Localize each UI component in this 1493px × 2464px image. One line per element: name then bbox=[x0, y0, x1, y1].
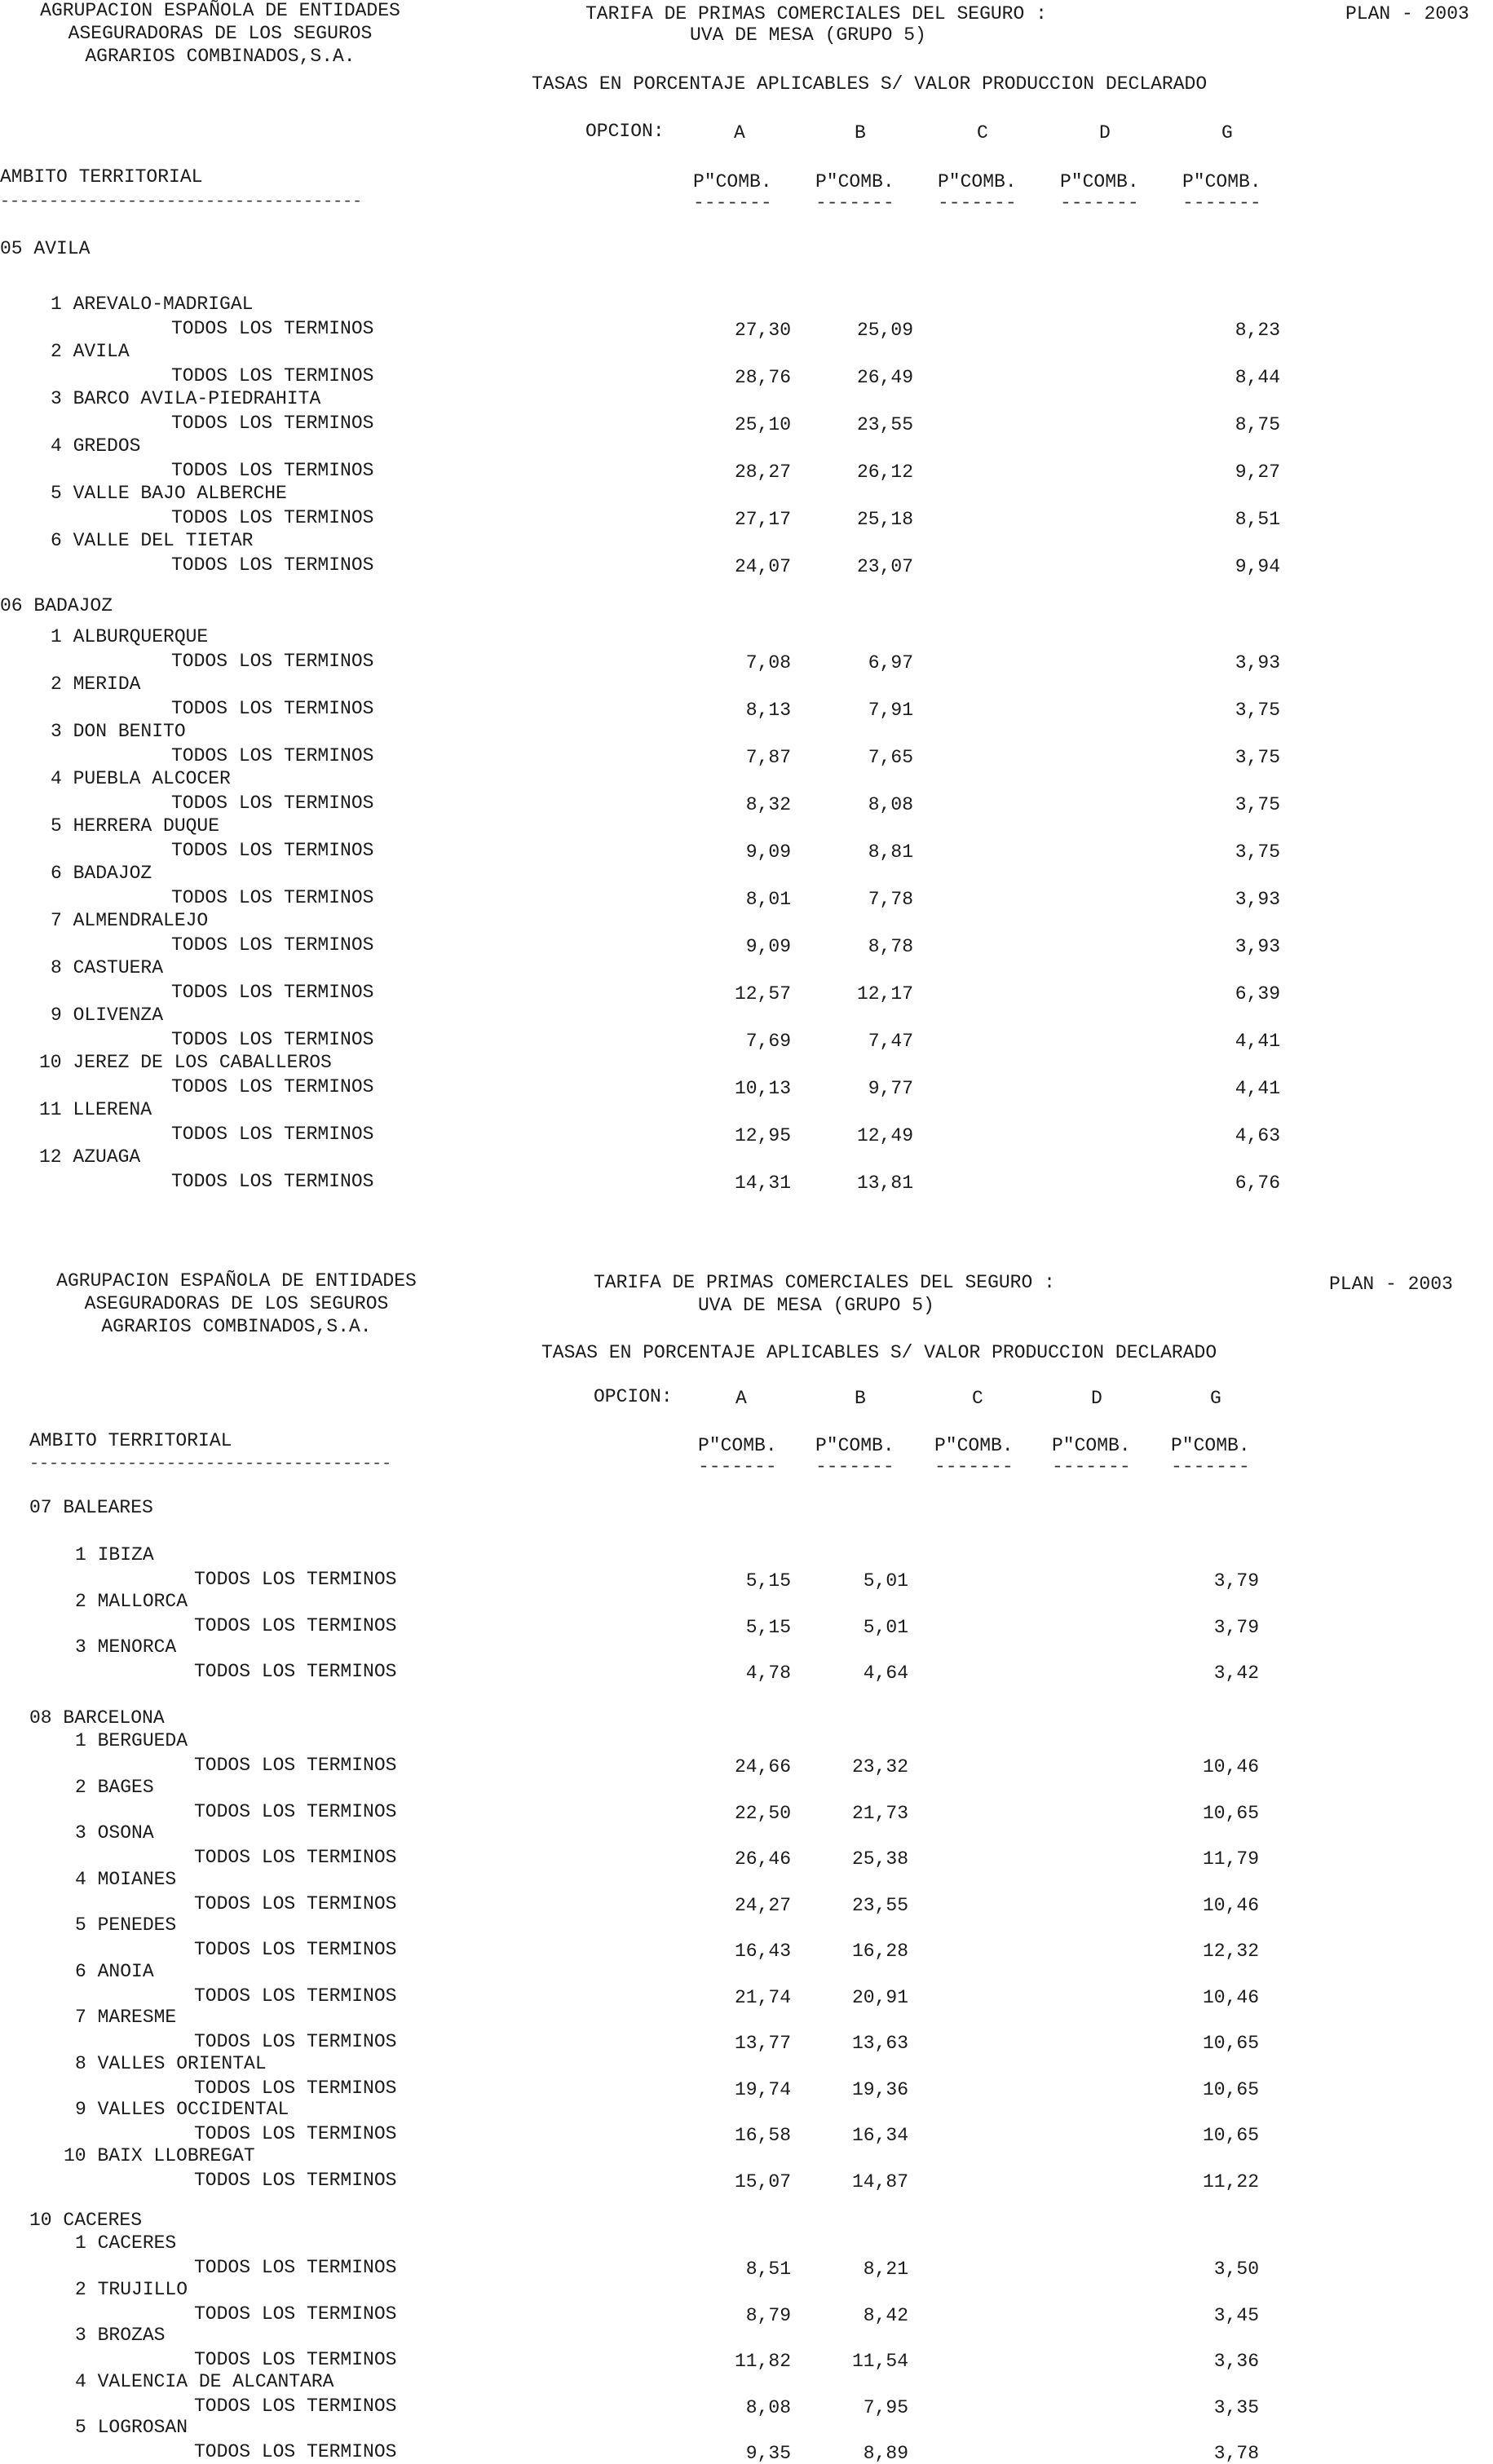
termino-label: TODOS LOS TERMINOS bbox=[171, 460, 374, 481]
comarca-label: 3 BARCO AVILA-PIEDRAHITA bbox=[51, 388, 321, 409]
org-name-line-1: AGRUPACION ESPAÑOLA DE ENTIDADES bbox=[40, 0, 400, 21]
option-d: D bbox=[1091, 1388, 1102, 1409]
rate-value-a: 21,74 bbox=[734, 1986, 791, 2008]
rate-value-b: 13,81 bbox=[856, 1172, 913, 1194]
rate-value-b: 8,08 bbox=[868, 794, 913, 815]
rate-value-b: 23,32 bbox=[851, 1756, 908, 1777]
rate-value-b: 12,17 bbox=[856, 983, 913, 1005]
rate-value-g: 4,41 bbox=[1235, 1031, 1280, 1052]
termino-label: TODOS LOS TERMINOS bbox=[194, 2031, 397, 2052]
comarca-label: 5 VALLE BAJO ALBERCHE bbox=[51, 483, 287, 504]
rate-value-b: 9,77 bbox=[868, 1078, 913, 1099]
comarca-label: 3 OSONA bbox=[75, 1822, 154, 1844]
col-underline-b: ------- bbox=[815, 192, 894, 214]
rate-value-b: 7,65 bbox=[868, 747, 913, 768]
termino-label: TODOS LOS TERMINOS bbox=[194, 1661, 397, 1682]
termino-label: TODOS LOS TERMINOS bbox=[194, 1892, 397, 1914]
rate-value-a: 8,32 bbox=[745, 794, 791, 815]
rate-value-g: 3,79 bbox=[1213, 1570, 1259, 1592]
termino-label: TODOS LOS TERMINOS bbox=[171, 365, 374, 386]
col-header-g: P"COMB. bbox=[1182, 171, 1261, 192]
ambito-territorial-heading: AMBITO TERRITORIAL bbox=[29, 1430, 232, 1451]
rate-value-g: 3,75 bbox=[1235, 747, 1280, 768]
rate-value-a: 7,69 bbox=[745, 1031, 791, 1052]
comarca-label: 12 AZUAGA bbox=[39, 1146, 141, 1168]
termino-label: TODOS LOS TERMINOS bbox=[194, 1939, 397, 1960]
comarca-label: 1 ALBURQUERQUE bbox=[51, 626, 209, 647]
col-header-b: P"COMB. bbox=[815, 1435, 894, 1456]
comarca-label: 9 VALLES OCCIDENTAL bbox=[75, 2099, 289, 2120]
province-heading: 06 BADAJOZ bbox=[0, 595, 113, 616]
comarca-label: 6 BADAJOZ bbox=[51, 863, 152, 884]
termino-label: TODOS LOS TERMINOS bbox=[194, 2077, 397, 2099]
org-name-line-3: AGRARIOS COMBINADOS,S.A. bbox=[101, 1316, 372, 1337]
termino-label: TODOS LOS TERMINOS bbox=[194, 2441, 397, 2462]
col-underline-g: ------- bbox=[1182, 192, 1261, 214]
termino-label: TODOS LOS TERMINOS bbox=[194, 2257, 397, 2278]
comarca-label: 6 ANOIA bbox=[75, 1960, 154, 1982]
rate-value-g: 9,94 bbox=[1235, 556, 1280, 577]
rate-value-a: 4,78 bbox=[745, 1663, 791, 1684]
comarca-label: 2 BAGES bbox=[75, 1776, 154, 1798]
tariff-title-line-1: TARIFA DE PRIMAS COMERCIALES DEL SEGURO : bbox=[594, 1272, 1055, 1293]
rate-value-b: 8,21 bbox=[863, 2259, 908, 2280]
rate-value-b: 12,49 bbox=[856, 1125, 913, 1146]
comarca-label: 4 PUEBLA ALCOCER bbox=[51, 768, 231, 789]
plan-year: PLAN - 2003 bbox=[1345, 3, 1469, 24]
termino-label: TODOS LOS TERMINOS bbox=[171, 318, 374, 339]
rate-value-g: 3,45 bbox=[1213, 2304, 1259, 2326]
province-heading: 07 BALEARES bbox=[29, 1497, 153, 1518]
ambito-underline: ------------------------------------- bbox=[29, 1455, 392, 1473]
tariff-title-line-2: UVA DE MESA (GRUPO 5) bbox=[690, 24, 926, 46]
comarca-label: 1 CACERES bbox=[75, 2232, 177, 2254]
option-g: G bbox=[1210, 1388, 1221, 1409]
comarca-label: 8 CASTUERA bbox=[51, 957, 164, 978]
comarca-label: 4 GREDOS bbox=[51, 435, 141, 457]
rate-value-a: 14,31 bbox=[734, 1172, 791, 1194]
termino-label: TODOS LOS TERMINOS bbox=[171, 840, 374, 861]
rate-value-a: 12,57 bbox=[734, 983, 791, 1005]
rate-value-b: 8,78 bbox=[868, 936, 913, 957]
rate-value-g: 3,75 bbox=[1235, 841, 1280, 863]
org-name-line-2: ASEGURADORAS DE LOS SEGUROS bbox=[68, 23, 373, 44]
rate-value-g: 10,65 bbox=[1202, 2125, 1259, 2146]
option-b: B bbox=[855, 1388, 866, 1409]
col-header-a: P"COMB. bbox=[698, 1435, 777, 1456]
termino-label: TODOS LOS TERMINOS bbox=[171, 1124, 374, 1145]
col-header-g: P"COMB. bbox=[1171, 1435, 1250, 1456]
rate-value-a: 27,30 bbox=[734, 320, 791, 341]
rate-value-a: 5,15 bbox=[745, 1616, 791, 1638]
comarca-label: 3 BROZAS bbox=[75, 2325, 166, 2346]
rate-value-b: 23,55 bbox=[856, 414, 913, 435]
rate-value-a: 16,43 bbox=[734, 1941, 791, 1962]
rate-value-a: 19,74 bbox=[734, 2078, 791, 2100]
termino-label: TODOS LOS TERMINOS bbox=[171, 651, 374, 672]
col-underline-d: ------- bbox=[1052, 1456, 1131, 1477]
termino-label: TODOS LOS TERMINOS bbox=[171, 698, 374, 719]
option-label: OPCION: bbox=[585, 121, 665, 142]
termino-label: TODOS LOS TERMINOS bbox=[194, 1847, 397, 1868]
rate-value-b: 11,54 bbox=[851, 2351, 908, 2372]
col-header-d: P"COMB. bbox=[1052, 1435, 1131, 1456]
rate-value-g: 11,22 bbox=[1202, 2170, 1259, 2192]
rate-value-b: 7,47 bbox=[868, 1031, 913, 1052]
rate-value-g: 10,46 bbox=[1202, 1986, 1259, 2008]
rate-value-a: 10,13 bbox=[734, 1078, 791, 1099]
termino-label: TODOS LOS TERMINOS bbox=[171, 1171, 374, 1192]
rate-value-a: 11,82 bbox=[734, 2351, 791, 2372]
option-g: G bbox=[1221, 122, 1233, 144]
termino-label: TODOS LOS TERMINOS bbox=[171, 413, 374, 434]
col-underline-a: ------- bbox=[693, 192, 772, 214]
rate-value-b: 26,12 bbox=[856, 461, 913, 483]
rate-value-a: 24,27 bbox=[734, 1894, 791, 1916]
termino-label: TODOS LOS TERMINOS bbox=[194, 2395, 397, 2417]
termino-label: TODOS LOS TERMINOS bbox=[171, 1029, 374, 1050]
rate-value-g: 3,93 bbox=[1235, 652, 1280, 673]
rate-value-b: 16,34 bbox=[851, 2125, 908, 2146]
col-underline-d: ------- bbox=[1060, 192, 1139, 214]
col-header-d: P"COMB. bbox=[1060, 171, 1139, 192]
rate-value-g: 10,65 bbox=[1202, 2078, 1259, 2100]
rate-value-g: 10,46 bbox=[1202, 1894, 1259, 1916]
rate-value-a: 12,95 bbox=[734, 1125, 791, 1146]
termino-label: TODOS LOS TERMINOS bbox=[171, 554, 374, 576]
comarca-label: 5 HERRERA DUQUE bbox=[51, 815, 220, 837]
rate-value-b: 8,81 bbox=[868, 841, 913, 863]
rate-value-g: 8,75 bbox=[1235, 414, 1280, 435]
rate-value-g: 3,93 bbox=[1235, 889, 1280, 910]
rate-value-g: 10,65 bbox=[1202, 2033, 1259, 2054]
rate-value-b: 25,18 bbox=[856, 509, 913, 530]
rate-value-b: 7,95 bbox=[863, 2396, 908, 2418]
rate-value-b: 4,64 bbox=[863, 1663, 908, 1684]
termino-label: TODOS LOS TERMINOS bbox=[171, 1076, 374, 1097]
comarca-label: 3 DON BENITO bbox=[51, 721, 186, 742]
rate-value-a: 8,51 bbox=[745, 2259, 791, 2280]
rate-value-a: 5,15 bbox=[745, 1570, 791, 1592]
comarca-label: 1 BERGUEDA bbox=[75, 1730, 188, 1751]
comarca-label: 5 LOGROSAN bbox=[75, 2417, 188, 2438]
option-b: B bbox=[855, 122, 866, 144]
comarca-label: 4 VALENCIA DE ALCANTARA bbox=[75, 2370, 334, 2392]
rate-value-g: 3,36 bbox=[1213, 2351, 1259, 2372]
rate-value-g: 11,79 bbox=[1202, 1848, 1259, 1870]
comarca-label: 1 IBIZA bbox=[75, 1544, 154, 1565]
termino-label: TODOS LOS TERMINOS bbox=[194, 2123, 397, 2144]
comarca-label: 8 VALLES ORIENTAL bbox=[75, 2052, 267, 2074]
rate-value-a: 7,08 bbox=[745, 652, 791, 673]
comarca-label: 2 MERIDA bbox=[51, 673, 141, 695]
rate-value-b: 7,91 bbox=[868, 700, 913, 721]
rate-value-a: 24,07 bbox=[734, 556, 791, 577]
rate-value-g: 12,32 bbox=[1202, 1941, 1259, 1962]
ambito-territorial-heading: AMBITO TERRITORIAL bbox=[0, 166, 203, 188]
option-c: C bbox=[977, 122, 988, 144]
col-header-a: P"COMB. bbox=[693, 171, 772, 192]
rate-value-g: 4,63 bbox=[1235, 1125, 1280, 1146]
col-underline-c: ------- bbox=[934, 1456, 1014, 1477]
option-d: D bbox=[1099, 122, 1111, 144]
org-name-line-2: ASEGURADORAS DE LOS SEGUROS bbox=[84, 1293, 389, 1314]
termino-label: TODOS LOS TERMINOS bbox=[171, 507, 374, 528]
ambito-underline: ------------------------------------- bbox=[0, 192, 363, 211]
termino-label: TODOS LOS TERMINOS bbox=[171, 982, 374, 1003]
rate-value-a: 8,79 bbox=[745, 2304, 791, 2326]
rate-value-b: 13,63 bbox=[851, 2033, 908, 2054]
rate-value-b: 8,89 bbox=[863, 2443, 908, 2464]
rate-value-g: 3,42 bbox=[1213, 1663, 1259, 1684]
rate-value-g: 10,46 bbox=[1202, 1756, 1259, 1777]
rate-value-b: 23,55 bbox=[851, 1894, 908, 1916]
rates-subtitle: TASAS EN PORCENTAJE APLICABLES S/ VALOR PRODUCCION DECLARADO bbox=[541, 1342, 1217, 1363]
tariff-title-line-1: TARIFA DE PRIMAS COMERCIALES DEL SEGURO : bbox=[585, 3, 1047, 24]
col-underline-a: ------- bbox=[698, 1456, 777, 1477]
comarca-label: 10 JEREZ DE LOS CABALLEROS bbox=[39, 1052, 332, 1073]
rate-value-b: 5,01 bbox=[863, 1616, 908, 1638]
col-header-c: P"COMB. bbox=[934, 1435, 1014, 1456]
rate-value-a: 7,87 bbox=[745, 747, 791, 768]
rate-value-g: 3,78 bbox=[1213, 2443, 1259, 2464]
option-label: OPCION: bbox=[594, 1386, 673, 1407]
rate-value-g: 3,75 bbox=[1235, 700, 1280, 721]
rate-value-a: 26,46 bbox=[734, 1848, 791, 1870]
rate-value-a: 9,09 bbox=[745, 936, 791, 957]
comarca-label: 5 PENEDES bbox=[75, 1914, 177, 1936]
termino-label: TODOS LOS TERMINOS bbox=[194, 1614, 397, 1636]
rate-value-g: 4,41 bbox=[1235, 1078, 1280, 1099]
rate-value-b: 25,38 bbox=[851, 1848, 908, 1870]
rate-value-a: 8,01 bbox=[745, 889, 791, 910]
rate-value-a: 28,27 bbox=[734, 461, 791, 483]
rate-value-g: 3,35 bbox=[1213, 2396, 1259, 2418]
rate-value-b: 7,78 bbox=[868, 889, 913, 910]
col-header-b: P"COMB. bbox=[815, 171, 894, 192]
rate-value-a: 16,58 bbox=[734, 2125, 791, 2146]
comarca-label: 2 AVILA bbox=[51, 341, 130, 362]
comarca-label: 4 MOIANES bbox=[75, 1868, 177, 1890]
org-name-line-3: AGRARIOS COMBINADOS,S.A. bbox=[85, 46, 356, 67]
rate-value-a: 9,09 bbox=[745, 841, 791, 863]
rate-value-b: 23,07 bbox=[856, 556, 913, 577]
col-underline-g: ------- bbox=[1171, 1456, 1250, 1477]
rate-value-b: 16,28 bbox=[851, 1941, 908, 1962]
tariff-title-line-2: UVA DE MESA (GRUPO 5) bbox=[698, 1295, 934, 1316]
rate-value-g: 10,65 bbox=[1202, 1802, 1259, 1824]
rate-value-g: 8,44 bbox=[1235, 367, 1280, 388]
rate-value-g: 3,79 bbox=[1213, 1616, 1259, 1638]
comarca-label: 10 BAIX LLOBREGAT bbox=[64, 2144, 255, 2166]
rate-value-a: 13,77 bbox=[734, 2033, 791, 2054]
rate-value-b: 20,91 bbox=[851, 1986, 908, 2008]
rate-value-a: 27,17 bbox=[734, 509, 791, 530]
rate-value-a: 28,76 bbox=[734, 367, 791, 388]
termino-label: TODOS LOS TERMINOS bbox=[194, 2349, 397, 2370]
option-a: A bbox=[734, 122, 745, 144]
termino-label: TODOS LOS TERMINOS bbox=[194, 1569, 397, 1590]
comarca-label: 2 TRUJILLO bbox=[75, 2278, 188, 2300]
rate-value-g: 6,39 bbox=[1235, 983, 1280, 1005]
comarca-label: 2 MALLORCA bbox=[75, 1590, 188, 1612]
province-heading: 08 BARCELONA bbox=[29, 1707, 165, 1729]
rate-value-a: 24,66 bbox=[734, 1756, 791, 1777]
rate-value-b: 8,42 bbox=[863, 2304, 908, 2326]
termino-label: TODOS LOS TERMINOS bbox=[194, 1985, 397, 2007]
col-underline-c: ------- bbox=[938, 192, 1017, 214]
rate-value-b: 25,09 bbox=[856, 320, 913, 341]
termino-label: TODOS LOS TERMINOS bbox=[194, 2169, 397, 2191]
option-c: C bbox=[972, 1388, 983, 1409]
rates-subtitle: TASAS EN PORCENTAJE APLICABLES S/ VALOR PRODUCCION DECLARADO bbox=[532, 73, 1208, 95]
plan-year: PLAN - 2003 bbox=[1329, 1274, 1453, 1295]
rate-value-b: 5,01 bbox=[863, 1570, 908, 1592]
termino-label: TODOS LOS TERMINOS bbox=[171, 934, 374, 956]
comarca-label: 9 OLIVENZA bbox=[51, 1005, 164, 1026]
rate-value-g: 3,50 bbox=[1213, 2259, 1259, 2280]
rate-value-a: 15,07 bbox=[734, 2170, 791, 2192]
rate-value-a: 9,35 bbox=[745, 2443, 791, 2464]
rate-value-a: 22,50 bbox=[734, 1802, 791, 1824]
comarca-label: 11 LLERENA bbox=[39, 1099, 152, 1120]
rate-value-g: 8,23 bbox=[1235, 320, 1280, 341]
rate-value-g: 8,51 bbox=[1235, 509, 1280, 530]
comarca-label: 7 ALMENDRALEJO bbox=[51, 910, 209, 931]
col-underline-b: ------- bbox=[815, 1456, 894, 1477]
org-name-line-1: AGRUPACION ESPAÑOLA DE ENTIDADES bbox=[56, 1270, 417, 1292]
rate-value-g: 9,27 bbox=[1235, 461, 1280, 483]
option-a: A bbox=[735, 1388, 747, 1409]
rate-value-b: 6,97 bbox=[868, 652, 913, 673]
province-heading: 05 AVILA bbox=[0, 238, 91, 259]
termino-label: TODOS LOS TERMINOS bbox=[171, 745, 374, 766]
rate-value-a: 8,13 bbox=[745, 700, 791, 721]
rate-value-a: 8,08 bbox=[745, 2396, 791, 2418]
rate-value-g: 6,76 bbox=[1235, 1172, 1280, 1194]
comarca-label: 7 MARESME bbox=[75, 2007, 177, 2028]
termino-label: TODOS LOS TERMINOS bbox=[171, 793, 374, 814]
comarca-label: 6 VALLE DEL TIETAR bbox=[51, 530, 254, 551]
province-heading: 10 CACERES bbox=[29, 2210, 143, 2231]
comarca-label: 3 MENORCA bbox=[75, 1636, 177, 1658]
rate-value-g: 3,93 bbox=[1235, 936, 1280, 957]
rate-value-g: 3,75 bbox=[1235, 794, 1280, 815]
rate-value-b: 21,73 bbox=[851, 1802, 908, 1824]
termino-label: TODOS LOS TERMINOS bbox=[171, 887, 374, 908]
termino-label: TODOS LOS TERMINOS bbox=[194, 1755, 397, 1776]
rate-value-b: 26,49 bbox=[856, 367, 913, 388]
col-header-c: P"COMB. bbox=[938, 171, 1017, 192]
rate-value-b: 14,87 bbox=[851, 2170, 908, 2192]
rate-value-b: 19,36 bbox=[851, 2078, 908, 2100]
comarca-label: 1 AREVALO-MADRIGAL bbox=[51, 294, 254, 315]
termino-label: TODOS LOS TERMINOS bbox=[194, 2303, 397, 2325]
termino-label: TODOS LOS TERMINOS bbox=[194, 1800, 397, 1822]
rate-value-a: 25,10 bbox=[734, 414, 791, 435]
